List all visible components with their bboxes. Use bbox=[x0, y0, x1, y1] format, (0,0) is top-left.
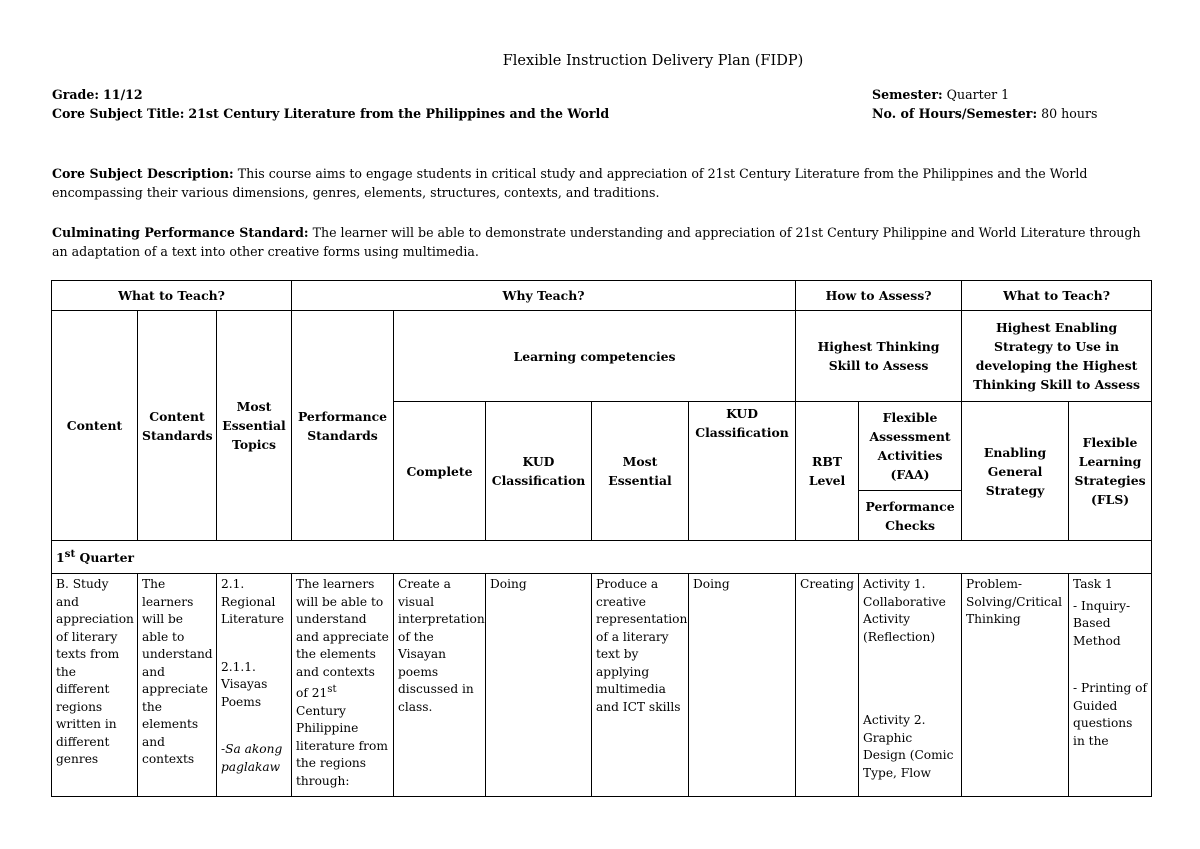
col-performance-checks: Performance Checks bbox=[859, 491, 962, 541]
col-flexible-learning-strategies: Flexible Learning Strategies (FLS) bbox=[1069, 402, 1152, 541]
header-highest-enabling-strategy: Highest Enabling Strategy to Use in developing the Highest Thinking Skill to Assess bbox=[962, 311, 1152, 402]
cell-kud-1: Doing bbox=[486, 574, 592, 797]
cell-faa bbox=[859, 574, 962, 797]
quarter-row bbox=[52, 541, 1152, 574]
col-kud-classification-1: KUD Classification bbox=[486, 402, 592, 541]
fidp-table bbox=[51, 280, 1152, 797]
culminating-text: The learner will be able to demonstrate understanding and appreciation of 21st Century Philippine and World Literature through an adaptation of a text into other creative forms using multimedia. bbox=[52, 225, 1141, 259]
topic-poem-title: -Sa akong paglakaw bbox=[221, 742, 283, 774]
semester-line bbox=[872, 87, 1009, 102]
quarter-number: 1 bbox=[56, 550, 65, 566]
cell-kud-2: Doing bbox=[689, 574, 796, 797]
quarter-suffix: st bbox=[64, 548, 76, 561]
cell-topics bbox=[217, 574, 292, 797]
header-what-to-teach-2: What to Teach? bbox=[962, 281, 1152, 311]
cell-content-standards: The learners will be able to understand and appreciate the elements and contexts bbox=[138, 574, 217, 797]
hours-label: No. of Hours/Semester: bbox=[872, 106, 1038, 121]
semester-value: Quarter 1 bbox=[946, 87, 1010, 102]
cell-enabling-strategy: Problem-Solving/Critical Thinking bbox=[962, 574, 1069, 797]
topic-regional-literature: 2.1. Regional Literature bbox=[221, 577, 284, 626]
cell-complete: Create a visual interpretation of the Visayan poems discussed in class. bbox=[394, 574, 486, 797]
header-highest-thinking-skill: Highest Thinking Skill to Assess bbox=[796, 311, 962, 402]
cell-most-essential: Produce a creative representation of a literary text by applying multimedia and ICT skills bbox=[592, 574, 689, 797]
header-learning-competencies: Learning competencies bbox=[394, 311, 796, 402]
culminating-standard bbox=[52, 223, 1142, 261]
topic-visayas-poems: 2.1.1. Visayas Poems bbox=[221, 659, 268, 709]
col-kud-classification-2: KUD Classification bbox=[689, 402, 796, 541]
col-rbt-level: RBT Level bbox=[796, 402, 859, 541]
col-content: Content bbox=[52, 311, 138, 541]
performance-standards-text-end: Century Philippine literature from the regions through: bbox=[296, 703, 388, 788]
faa-activity-1: Activity 1. Collaborative Activity (Reflection) bbox=[863, 577, 946, 644]
performance-standards-text: The learners will be able to understand and appreciate the elements and contexts of 21 bbox=[296, 577, 389, 701]
fls-inquiry-method: - Inquiry-Based Method bbox=[1073, 598, 1131, 648]
quarter-label: Quarter bbox=[79, 550, 135, 566]
col-most-essential: Most Essential bbox=[592, 402, 689, 541]
grade-value: 11/12 bbox=[103, 87, 143, 102]
fls-printing-guided-questions: - Printing of Guided questions in the bbox=[1073, 681, 1147, 748]
grade-label: Grade: bbox=[52, 87, 100, 102]
fls-task-1: Task 1 bbox=[1073, 577, 1113, 591]
cell-content: B. Study and appreciation of literary texts from the different regions written in different genres bbox=[52, 574, 138, 797]
core-subject-label: Core Subject Title: bbox=[52, 106, 185, 121]
semester-label: Semester: bbox=[872, 87, 943, 102]
table-row bbox=[52, 574, 1152, 797]
col-performance-standards: Performance Standards bbox=[292, 311, 394, 541]
hours-line bbox=[872, 106, 1097, 121]
col-enabling-general-strategy: Enabling General Strategy bbox=[962, 402, 1069, 541]
header-how-to-assess: How to Assess? bbox=[796, 281, 962, 311]
performance-standards-suffix: st bbox=[327, 684, 337, 695]
header-why-teach: Why Teach? bbox=[292, 281, 796, 311]
grade-line bbox=[52, 87, 143, 102]
col-flexible-assessment-activities: Flexible Assessment Activities (FAA) bbox=[859, 402, 962, 491]
col-most-essential-topics: Most Essential Topics bbox=[217, 311, 292, 541]
hours-value: 80 hours bbox=[1041, 106, 1098, 121]
cell-rbt-level: Creating bbox=[796, 574, 859, 797]
cell-performance-standards bbox=[292, 574, 394, 797]
faa-activity-2: Activity 2. Graphic Design (Comic Type, Flow bbox=[863, 713, 954, 780]
col-complete: Complete bbox=[394, 402, 486, 541]
subject-description bbox=[52, 164, 1142, 202]
description-label: Core Subject Description: bbox=[52, 166, 234, 181]
core-subject-value: 21st Century Literature from the Philippines and the World bbox=[188, 106, 610, 121]
col-content-standards: Content Standards bbox=[138, 311, 217, 541]
header-what-to-teach: What to Teach? bbox=[52, 281, 292, 311]
core-subject-line bbox=[52, 106, 609, 121]
description-text: This course aims to engage students in critical study and appreciation of 21st Century Literature from the Philippines and the World encompassing their various dimensions, genres, elements, structures, contexts, and traditions. bbox=[52, 166, 1088, 200]
document-title: Flexible Instruction Delivery Plan (FIDP) bbox=[502, 53, 804, 69]
culminating-label: Culminating Performance Standard: bbox=[52, 225, 309, 240]
cell-fls bbox=[1069, 574, 1152, 797]
